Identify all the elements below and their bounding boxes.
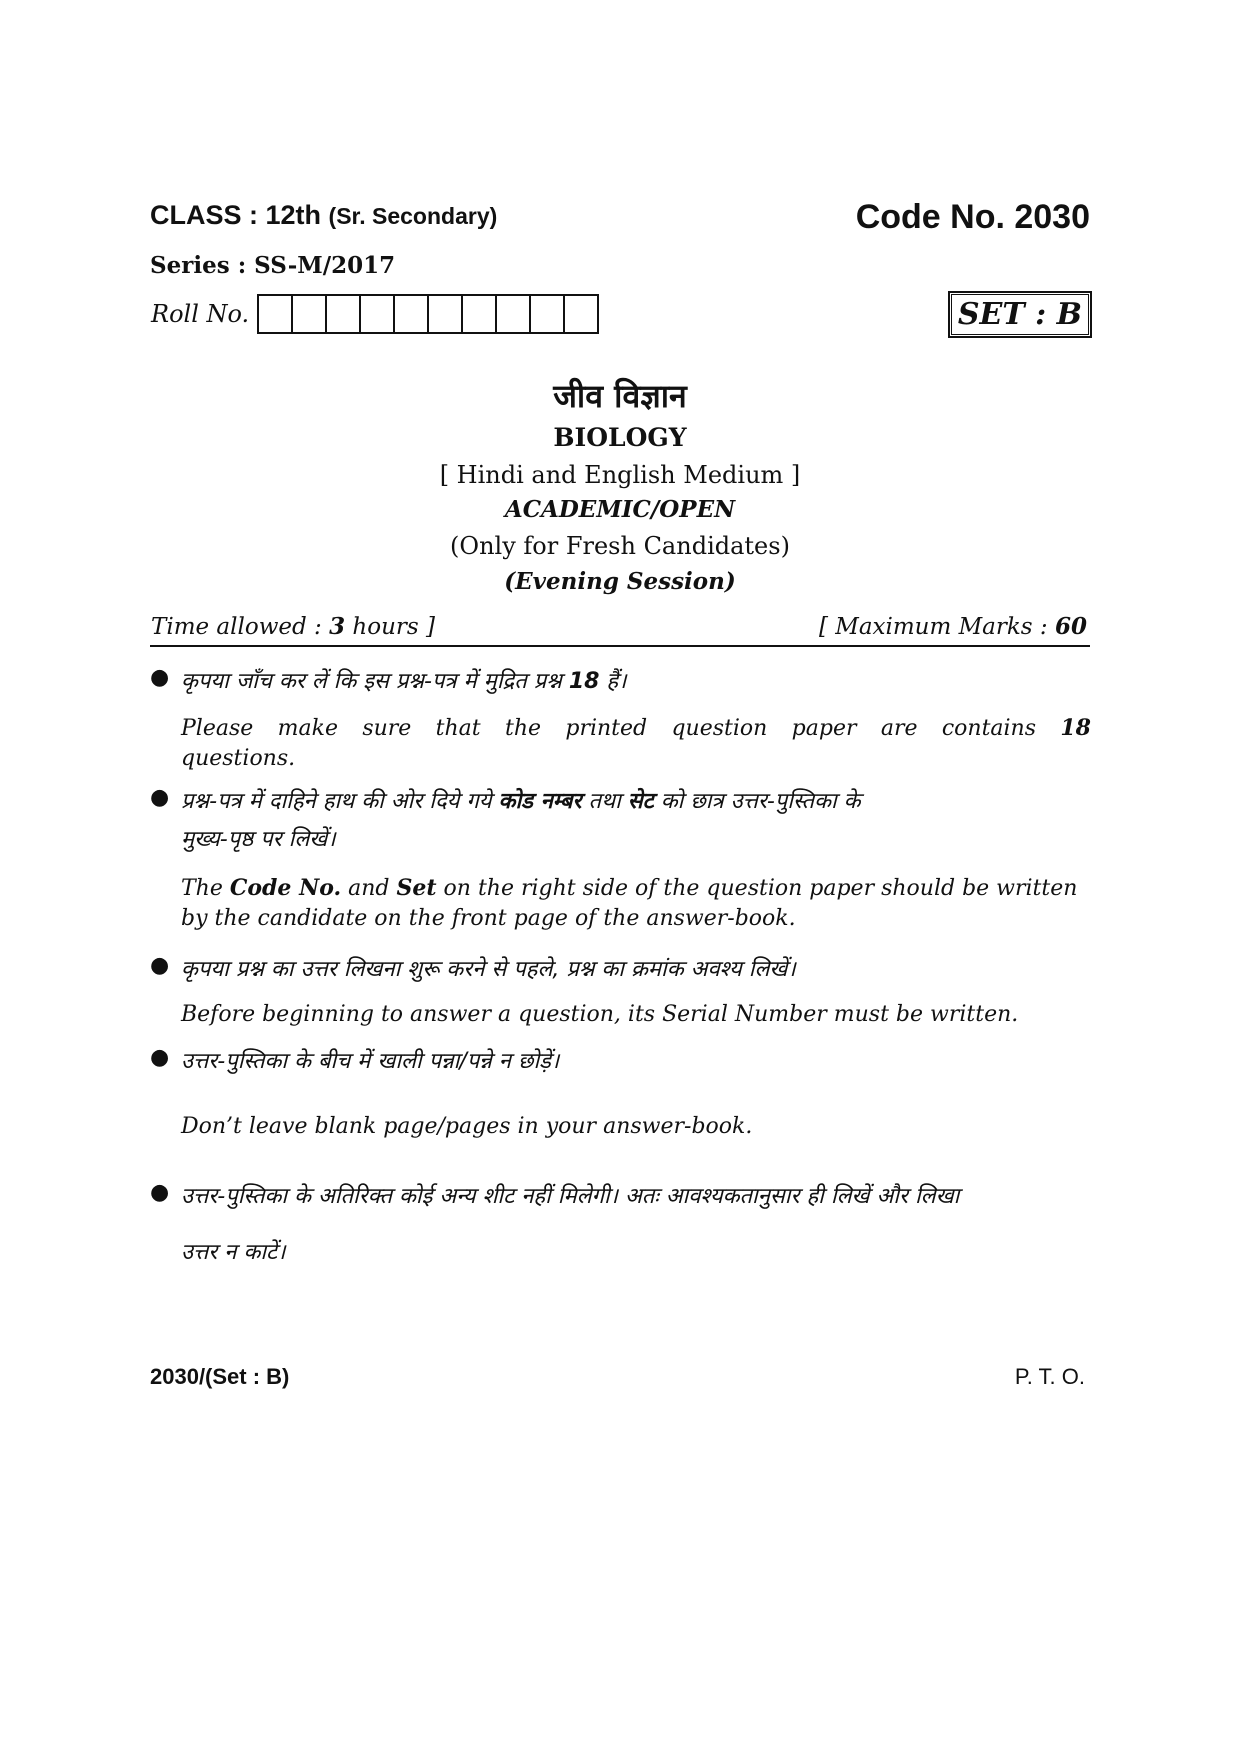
bullet-icon: ● (150, 785, 170, 810)
instruction-2-english-mid: and (341, 876, 397, 901)
candidates-text: (Only for Fresh Candidates) (450, 532, 790, 560)
roll-number-box[interactable] (361, 296, 395, 332)
time-allowed (151, 613, 435, 640)
maximum-marks (819, 613, 1087, 640)
roll-number-box[interactable] (429, 296, 463, 332)
instruction-1-english-b: questions. (181, 746, 296, 771)
instruction-2-hindi-mid: तथा (581, 789, 628, 814)
class-text: CLASS : 12th (150, 200, 322, 230)
instruction-2-english-b: on the right side of the question paper should be written by the candidate on the front page of the answer-book. (181, 876, 1078, 931)
instruction-5-hindi-line1: उत्तर-पुस्तिका के अतिरिक्त कोई अन्य शीट नहीं मिलेगी। अतः आवश्यकतानुसार ही लिखें और लिखा (181, 1184, 960, 1209)
set-label: SET : B (951, 294, 1089, 335)
instruction-5-hindi-line2: उत्तर न काटें। (181, 1240, 286, 1265)
marks-prefix: [ Maximum Marks : (818, 614, 1055, 640)
instruction-1-hindi (181, 665, 1091, 695)
roll-number-box[interactable] (497, 296, 531, 332)
roll-number-box[interactable] (327, 296, 361, 332)
instruction-1-english-a: Please make sure that the printed question paper are contains (181, 716, 1061, 741)
instruction-1-english-num: 18 (1060, 715, 1091, 741)
subject-title-hindi: जीव विज्ञान (553, 377, 687, 415)
instruction-3-hindi: कृपया प्रश्न का उत्तर लिखना शुरू करने से पहले, प्रश्न का क्रमांक अवश्य लिखें। (181, 957, 796, 982)
instruction-2-hindi-line2: मुख्य-पृष्ठ पर लिखें। (181, 827, 336, 852)
instruction-2-english-set: Set (396, 875, 437, 901)
instruction-2-hindi-b: को छात्र उत्तर-पुस्तिका के (653, 789, 861, 814)
roll-number-box[interactable] (463, 296, 497, 332)
instruction-2-hindi-set: सेट (627, 789, 654, 814)
instruction-2-english (181, 873, 1091, 934)
stream-text: ACADEMIC/OPEN (504, 496, 736, 523)
instruction-3-english: Before beginning to answer a question, its Serial Number must be written. (181, 1002, 1019, 1027)
series-label: Series : SS-M/2017 (150, 252, 396, 279)
time-suffix: hours ] (345, 614, 435, 640)
session-text: (Evening Session) (504, 568, 736, 595)
pto-label: P. T. O. (1014, 1364, 1085, 1389)
instruction-2-hindi-code: कोड नम्बर (498, 789, 582, 814)
medium-text: [ Hindi and English Medium ] (439, 461, 801, 489)
class-label (150, 200, 497, 231)
class-sub-text: (Sr. Secondary) (328, 203, 498, 229)
instruction-1-hindi-num: 18 (568, 669, 600, 694)
bullet-icon: ● (150, 665, 170, 690)
roll-number-box[interactable] (565, 296, 597, 332)
roll-number-box[interactable] (395, 296, 429, 332)
instruction-1-hindi-a: कृपया जाँच कर लें कि इस प्रश्न-पत्र में मुद्रित प्रश्न (181, 669, 569, 694)
instruction-4-hindi: उत्तर-पुस्तिका के बीच में खाली पन्ना/पन्ने न छोड़ें। (181, 1049, 560, 1074)
divider (150, 645, 1090, 647)
instruction-1-english (181, 713, 1091, 774)
set-box (948, 291, 1092, 338)
bullet-icon: ● (150, 1180, 170, 1205)
roll-number-boxes[interactable] (257, 294, 599, 334)
roll-number-box[interactable] (531, 296, 565, 332)
roll-number-box[interactable] (293, 296, 327, 332)
time-prefix: Time allowed : (151, 614, 330, 640)
bullet-icon: ● (150, 1045, 170, 1070)
instruction-4-english: Don’t leave blank page/pages in your answer-book. (181, 1114, 753, 1139)
instruction-2-hindi-a: प्रश्न-पत्र में दाहिने हाथ की ओर दिये गये (181, 789, 499, 814)
roll-number-label: Roll No. (151, 300, 250, 328)
instruction-2-hindi (181, 785, 1091, 815)
roll-number-box[interactable] (259, 296, 293, 332)
instruction-1-hindi-b: हैं। (599, 669, 627, 694)
instruction-2-english-code: Code No. (229, 875, 342, 901)
marks-value: 60 (1054, 613, 1087, 640)
subject-title-english: BIOLOGY (553, 423, 687, 452)
time-value: 3 (329, 613, 346, 640)
instruction-2-english-a: The (181, 876, 230, 901)
footer-code: 2030/(Set : B) (150, 1364, 290, 1389)
code-number: Code No. 2030 (855, 198, 1090, 236)
bullet-icon: ● (150, 953, 170, 978)
